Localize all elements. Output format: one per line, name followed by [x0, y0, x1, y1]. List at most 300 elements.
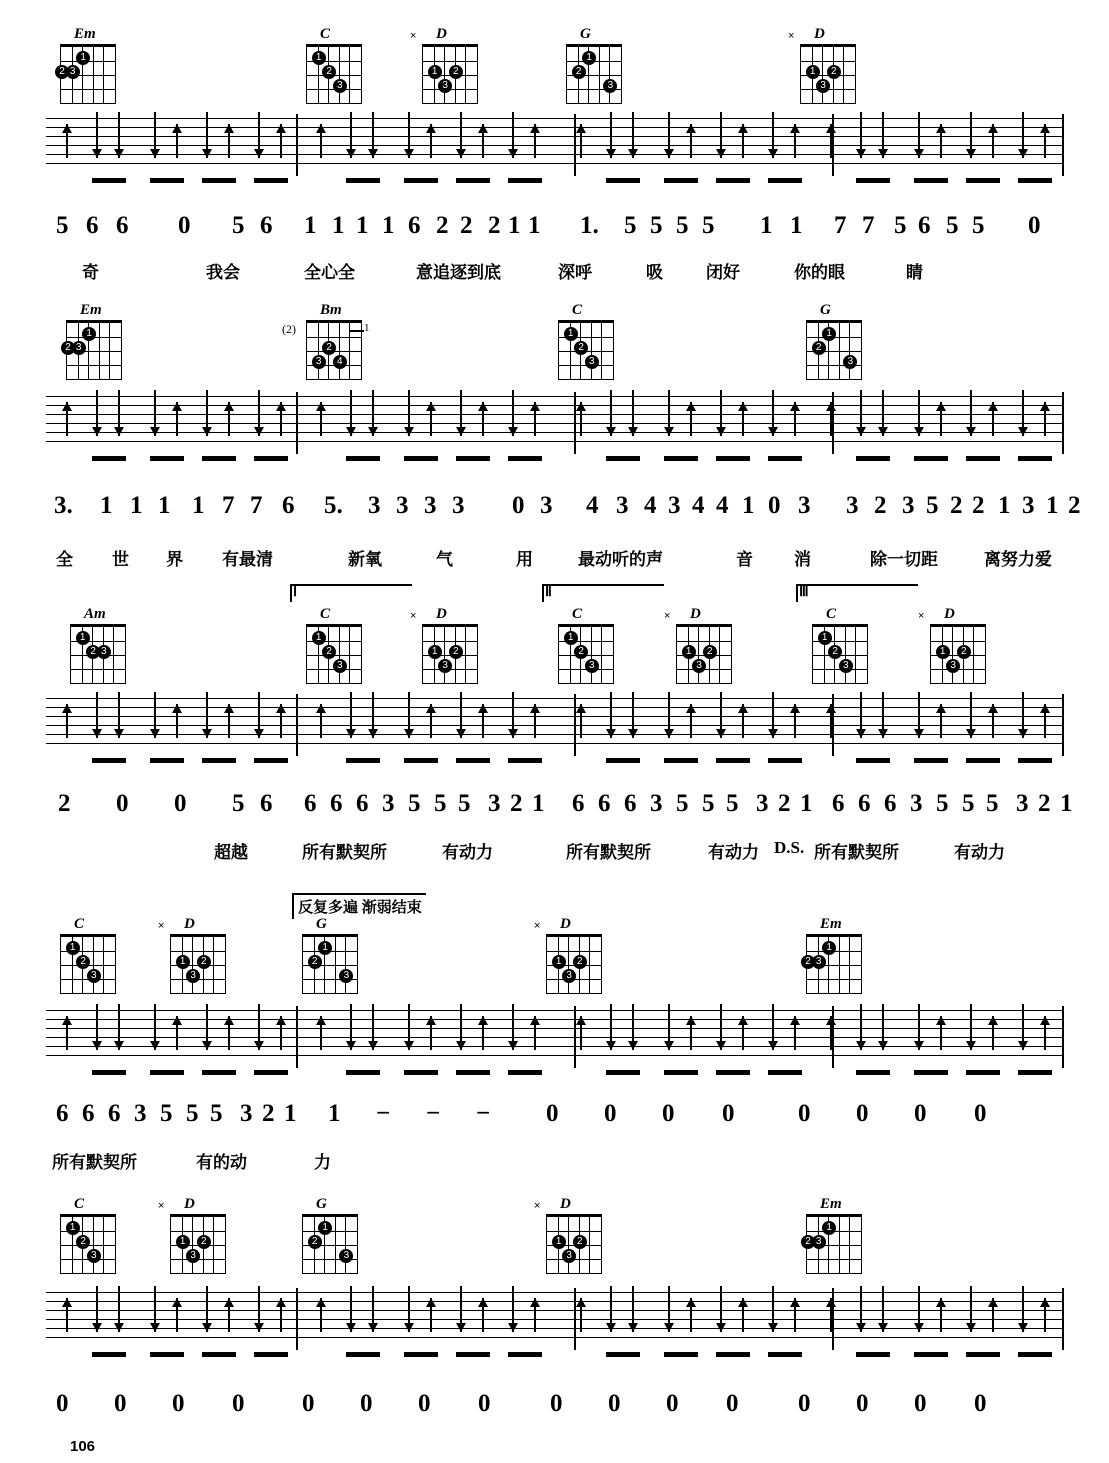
note-number: 2 [436, 212, 449, 239]
finger-dot: 1 [318, 941, 332, 955]
rhythm-beam [1018, 456, 1052, 461]
strum-pattern-staff [46, 1000, 1064, 1080]
finger-dot: 1 [312, 631, 326, 645]
finger-dot: 2 [801, 1235, 815, 1249]
repeat-ending-bracket [542, 584, 664, 602]
barline [1062, 114, 1064, 176]
finger-dot: 4 [333, 355, 347, 369]
finger-dot: 2 [574, 341, 588, 355]
rhythm-beam [966, 456, 1000, 461]
note-number: 3 [902, 492, 915, 519]
finger-dot: 2 [449, 65, 463, 79]
finger-dot: 2 [703, 645, 717, 659]
rhythm-beam [346, 1352, 380, 1357]
rhythm-beam [404, 178, 438, 183]
note-number: 3 [798, 492, 811, 519]
strum-up-arrow [224, 1016, 234, 1050]
chord-name: Bm [320, 302, 342, 318]
note-number: 6 [624, 790, 637, 817]
finger-dot: 3 [87, 969, 101, 983]
strum-up-arrow [426, 402, 436, 436]
strum-down-arrow [346, 1004, 356, 1050]
strum-down-arrow [606, 390, 616, 436]
note-number: 3 [540, 492, 553, 519]
finger-dot: 1 [66, 941, 80, 955]
note-number: 1 [800, 790, 813, 817]
lyric-syllable: 最动听的声 [578, 550, 663, 569]
chord-name: C [74, 916, 85, 932]
rhythm-beam [508, 178, 542, 183]
rhythm-beam [856, 1070, 890, 1075]
strum-pattern-staff [46, 386, 1064, 466]
finger-dot: 3 [186, 1249, 200, 1263]
rhythm-beam [606, 1070, 640, 1075]
finger-dot: 1 [564, 631, 578, 645]
rhythm-beam [254, 1352, 288, 1357]
rhythm-beam [966, 178, 1000, 183]
note-number: 5 [962, 790, 975, 817]
rhythm-beam [606, 1352, 640, 1357]
note-number: 0 [768, 492, 781, 519]
finger-dot: 1 [822, 1221, 836, 1235]
finger-dot: 3 [562, 969, 576, 983]
rhythm-beam [346, 758, 380, 763]
rhythm-beam [966, 1352, 1000, 1357]
note-number: 6 [598, 790, 611, 817]
note-number: 6 [884, 790, 897, 817]
note-number: 2 [460, 212, 473, 239]
note-number: 0 [666, 1390, 679, 1417]
lyric-syllable: 睛 [906, 263, 923, 282]
strum-down-arrow [664, 1286, 674, 1332]
note-number: 1 [528, 212, 541, 239]
strum-down-arrow [456, 692, 466, 738]
strum-down-arrow [368, 390, 378, 436]
finger-dot: 3 [843, 355, 857, 369]
note-number: 3 [1022, 492, 1035, 519]
strum-up-arrow [478, 1298, 488, 1332]
finger-dot: 3 [585, 355, 599, 369]
note-number: 6 [408, 212, 421, 239]
finger-dot: 3 [812, 1235, 826, 1249]
strum-down-arrow [716, 692, 726, 738]
strum-down-arrow [856, 1004, 866, 1050]
strum-up-arrow [172, 1298, 182, 1332]
finger-dot: 3 [186, 969, 200, 983]
finger-dot: 3 [585, 659, 599, 673]
strum-up-arrow [478, 402, 488, 436]
barline [1062, 1006, 1064, 1068]
rhythm-beam [150, 758, 184, 763]
strum-up-arrow [478, 704, 488, 738]
lyric-syllable: 有动力 [954, 843, 1005, 862]
note-number: 0 [114, 1390, 127, 1417]
finger-dot: 1 [82, 327, 96, 341]
rhythm-beam [456, 178, 490, 183]
strum-down-arrow [966, 1286, 976, 1332]
chord-name: G [820, 302, 831, 318]
rhythm-beam [856, 178, 890, 183]
strum-up-arrow [826, 402, 836, 436]
strum-down-arrow [966, 692, 976, 738]
fretboard-grid [306, 44, 362, 104]
lyric-syllable: 深呼 [558, 263, 592, 282]
note-number: 0 [232, 1390, 245, 1417]
finger-dot: 3 [438, 659, 452, 673]
rhythm-beam [404, 456, 438, 461]
strum-down-arrow [628, 112, 638, 158]
strum-down-arrow [664, 112, 674, 158]
finger-dot: 1 [176, 1235, 190, 1249]
chord-name: C [572, 606, 583, 622]
finger-dot: 2 [449, 645, 463, 659]
strum-up-arrow [738, 1016, 748, 1050]
finger-dot: 2 [76, 1235, 90, 1249]
strum-up-arrow [316, 704, 326, 738]
finger-dot: 1 [552, 955, 566, 969]
strum-up-arrow [316, 1298, 326, 1332]
finger-dot: 2 [827, 65, 841, 79]
finger-dot: 2 [308, 1235, 322, 1249]
note-number: 1 [382, 212, 395, 239]
fretboard-grid [170, 934, 226, 994]
note-number: 6 [108, 1100, 121, 1127]
lyric-syllable: 除一切距 [870, 550, 938, 569]
finger-dot: 1 [818, 631, 832, 645]
rhythm-beam [150, 1070, 184, 1075]
note-number: 3 [756, 790, 769, 817]
strum-down-arrow [628, 390, 638, 436]
strum-down-arrow [606, 1004, 616, 1050]
chord-name: D [436, 26, 447, 42]
strum-up-arrow [790, 1016, 800, 1050]
strum-down-arrow [914, 692, 924, 738]
chord-name: D [184, 1196, 195, 1212]
chord-name: C [572, 302, 583, 318]
note-number: 5 [408, 790, 421, 817]
note-number: 1 [192, 492, 205, 519]
strum-up-arrow [276, 1016, 286, 1050]
fretboard-grid [306, 320, 362, 380]
strum-up-arrow [936, 124, 946, 158]
note-number: 3 [396, 492, 409, 519]
chord-name: D [560, 1196, 571, 1212]
note-number: 5 [160, 1100, 173, 1127]
strum-down-arrow [1018, 112, 1028, 158]
rhythm-beam [664, 456, 698, 461]
note-number: 1 [332, 212, 345, 239]
rhythm-beam [202, 456, 236, 461]
finger-dot: 3 [72, 341, 86, 355]
fretboard-grid [558, 320, 614, 380]
strum-up-arrow [936, 704, 946, 738]
strum-up-arrow [62, 704, 72, 738]
finger-dot: 1 [76, 631, 90, 645]
note-number: 1 [304, 212, 317, 239]
note-number: 2 [1038, 790, 1051, 817]
note-number: 4 [716, 492, 729, 519]
rhythm-beam [404, 1352, 438, 1357]
strum-down-arrow [606, 692, 616, 738]
finger-dot: 2 [828, 645, 842, 659]
chord-name: Em [820, 1196, 842, 1212]
finger-dot: 3 [339, 969, 353, 983]
finger-dot: 2 [322, 65, 336, 79]
strum-down-arrow [114, 692, 124, 738]
strum-up-arrow [576, 1016, 586, 1050]
strum-up-arrow [738, 402, 748, 436]
strum-up-arrow [316, 1016, 326, 1050]
finger-dot: 2 [86, 645, 100, 659]
strum-down-arrow [254, 692, 264, 738]
rhythm-beam [664, 178, 698, 183]
fretboard-grid [546, 934, 602, 994]
strum-up-arrow [1040, 402, 1050, 436]
note-number: 2 [1068, 492, 1081, 519]
strum-down-arrow [368, 112, 378, 158]
lyric-syllable: 所有默契所 [566, 843, 651, 862]
lyric-syllable: 界 [166, 550, 183, 569]
finger-dot: 1 [318, 1221, 332, 1235]
finger-dot: 3 [812, 955, 826, 969]
lyric-syllable: 全 [56, 550, 73, 569]
note-number: 4 [692, 492, 705, 519]
strum-up-arrow [738, 124, 748, 158]
rhythm-beam [1018, 178, 1052, 183]
strum-down-arrow [404, 390, 414, 436]
note-number: 0 [974, 1100, 987, 1127]
strum-up-arrow [576, 1298, 586, 1332]
strum-down-arrow [92, 112, 102, 158]
lyric-syllable: 奇 [82, 263, 99, 282]
note-number: 1 [1060, 790, 1073, 817]
rhythm-beam [664, 758, 698, 763]
strum-up-arrow [738, 1298, 748, 1332]
note-number: 6 [572, 790, 585, 817]
finger-dot: 2 [957, 645, 971, 659]
note-number: 1 [1046, 492, 1059, 519]
note-number: 1 [998, 492, 1011, 519]
chord-name: G [580, 26, 591, 42]
note-number: 3. [54, 492, 73, 519]
rhythm-beam [150, 1352, 184, 1357]
strum-up-arrow [686, 124, 696, 158]
page-number: 106 [70, 1438, 96, 1455]
strum-up-arrow [276, 402, 286, 436]
finger-dot: 1 [682, 645, 696, 659]
strum-up-arrow [276, 1298, 286, 1332]
performance-annotation: 反复多遍 渐弱结束 [292, 893, 426, 919]
note-number: 5 [458, 790, 471, 817]
note-number: 5 [56, 212, 69, 239]
strum-down-arrow [368, 692, 378, 738]
repeat-ending-label: Ⅰ [293, 585, 298, 600]
finger-dot: 3 [438, 79, 452, 93]
strum-up-arrow [576, 402, 586, 436]
lyric-syllable: 吸 [646, 263, 663, 282]
strum-up-arrow [530, 124, 540, 158]
strum-down-arrow [768, 1004, 778, 1050]
strum-down-arrow [606, 1286, 616, 1332]
note-number: 5 [210, 1100, 223, 1127]
note-number: 3 [668, 492, 681, 519]
rhythm-beam [914, 758, 948, 763]
rhythm-beam [606, 456, 640, 461]
note-number: 2 [874, 492, 887, 519]
note-number: 3 [382, 790, 395, 817]
barline [1062, 392, 1064, 454]
barline [296, 1006, 298, 1068]
strum-down-arrow [254, 112, 264, 158]
barline [296, 114, 298, 176]
finger-dot: 3 [312, 355, 326, 369]
note-number: 7 [222, 492, 235, 519]
strum-down-arrow [768, 390, 778, 436]
lyric-syllable: 消 [794, 550, 811, 569]
strum-down-arrow [966, 390, 976, 436]
note-number: 6 [330, 790, 343, 817]
lyric-syllable: 我会 [206, 263, 240, 282]
lyric-syllable: 气 [436, 550, 453, 569]
fretboard-grid [170, 1214, 226, 1274]
strum-up-arrow [478, 124, 488, 158]
rhythm-beam [716, 758, 750, 763]
barline [296, 392, 298, 454]
rhythm-beam [716, 1070, 750, 1075]
strum-down-arrow [628, 692, 638, 738]
finger-dot: 2 [812, 341, 826, 355]
rhythm-beam [404, 758, 438, 763]
strum-up-arrow [1040, 1298, 1050, 1332]
strum-down-arrow [202, 692, 212, 738]
note-number: 6 [282, 492, 295, 519]
rhythm-beam [914, 1070, 948, 1075]
note-number: 6 [86, 212, 99, 239]
fretboard-grid [546, 1214, 602, 1274]
note-number: 6 [918, 212, 931, 239]
finger-dot: 1 [552, 1235, 566, 1249]
strum-down-arrow [114, 390, 124, 436]
strum-down-arrow [914, 1004, 924, 1050]
lyric-syllable: 有动力 [442, 843, 493, 862]
strum-up-arrow [738, 704, 748, 738]
strum-up-arrow [62, 1016, 72, 1050]
finger-dot: 2 [76, 955, 90, 969]
strum-up-arrow [988, 402, 998, 436]
chord-name: C [74, 1196, 85, 1212]
note-number: 0 [722, 1100, 735, 1127]
strum-down-arrow [856, 1286, 866, 1332]
note-number: 0 [56, 1390, 69, 1417]
rhythm-beam [768, 456, 802, 461]
strum-down-arrow [768, 692, 778, 738]
repeat-ending-bracket [290, 584, 412, 602]
finger-dot: 3 [339, 1249, 353, 1263]
chord-name: C [320, 606, 331, 622]
strum-down-arrow [202, 1004, 212, 1050]
rhythm-beam [716, 178, 750, 183]
rhythm-beam [92, 178, 126, 183]
strum-down-arrow [150, 1004, 160, 1050]
strum-down-arrow [456, 1286, 466, 1332]
finger-dot: 1 [66, 1221, 80, 1235]
finger-dot: 2 [197, 955, 211, 969]
strum-down-arrow [346, 390, 356, 436]
strum-down-arrow [456, 390, 466, 436]
note-number: 5 [936, 790, 949, 817]
note-number: 1 [100, 492, 113, 519]
rhythm-beam [856, 758, 890, 763]
numbered-notation-row [46, 492, 1081, 526]
note-number: 2 [778, 790, 791, 817]
note-number: 5 [894, 212, 907, 239]
note-number: 6 [260, 212, 273, 239]
rhythm-beam [456, 1070, 490, 1075]
note-number: 5 [232, 212, 245, 239]
fretboard-grid [60, 1214, 116, 1274]
lyric-syllable: 你的眼 [794, 263, 845, 282]
fretboard-grid [558, 624, 614, 684]
finger-dot: 1 [428, 65, 442, 79]
strum-down-arrow [914, 112, 924, 158]
rhythm-beam [346, 1070, 380, 1075]
strum-down-arrow [254, 390, 264, 436]
muted-string-x-icon: × [788, 30, 795, 42]
note-number: 0 [478, 1390, 491, 1417]
fretboard-grid [302, 1214, 358, 1274]
fretboard-grid [566, 44, 622, 104]
strum-down-arrow [716, 1004, 726, 1050]
lyric-syllable: 意追逐到底 [416, 263, 501, 282]
strum-down-arrow [856, 390, 866, 436]
chord-name: D [690, 606, 701, 622]
strum-down-arrow [346, 112, 356, 158]
strum-pattern-staff [46, 688, 1064, 768]
strum-down-arrow [508, 112, 518, 158]
barline [1062, 694, 1064, 756]
strum-down-arrow [456, 1004, 466, 1050]
strum-down-arrow [878, 390, 888, 436]
strum-up-arrow [62, 402, 72, 436]
repeat-ending-label: Ⅲ [799, 585, 809, 600]
rhythm-beam [404, 1070, 438, 1075]
strum-up-arrow [826, 1016, 836, 1050]
lyric-syllable: D.S. [774, 838, 805, 857]
rhythm-beam [914, 1352, 948, 1357]
finger-dot: 3 [603, 79, 617, 93]
finger-dot: 2 [574, 645, 588, 659]
rhythm-beam [254, 1070, 288, 1075]
note-number: 0 [914, 1100, 927, 1127]
note-number: 1 [356, 212, 369, 239]
strum-up-arrow [426, 1298, 436, 1332]
note-number: 0 [172, 1390, 185, 1417]
strum-down-arrow [878, 112, 888, 158]
strum-down-arrow [768, 1286, 778, 1332]
note-number: 5 [702, 790, 715, 817]
finger-dot: 1 [312, 51, 326, 65]
chord-name: Em [80, 302, 102, 318]
strum-down-arrow [628, 1286, 638, 1332]
strum-up-arrow [988, 124, 998, 158]
numbered-notation-row [46, 1390, 1064, 1424]
note-number: 5 [972, 212, 985, 239]
repeat-ending-label: Ⅱ [545, 585, 552, 600]
strum-up-arrow [478, 1016, 488, 1050]
rhythm-beam [966, 758, 1000, 763]
lyric-syllable: 所有默契所 [814, 843, 899, 862]
rhythm-beam [346, 178, 380, 183]
